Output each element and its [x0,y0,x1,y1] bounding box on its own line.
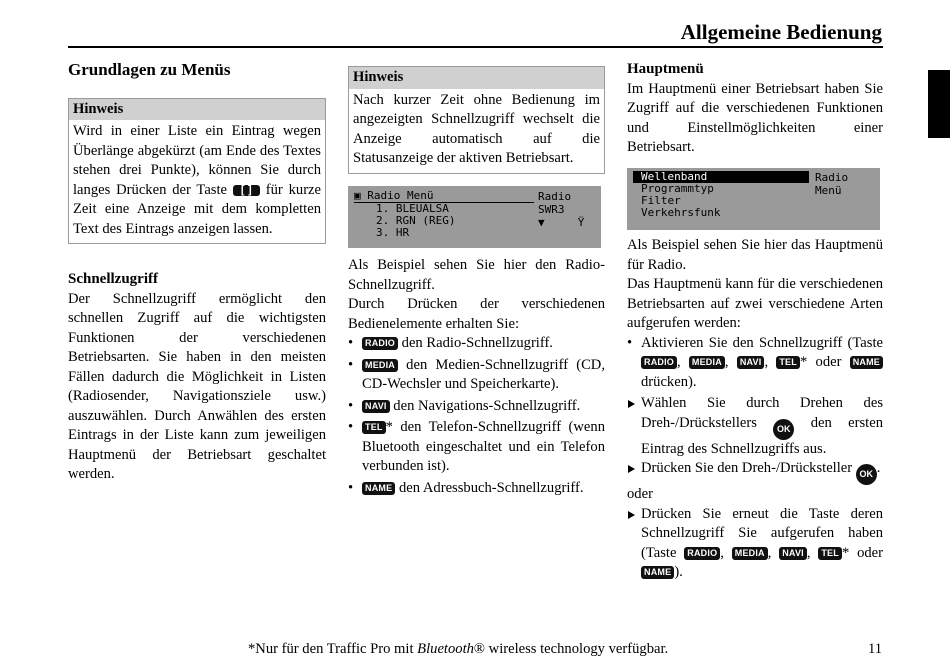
radio-key-icon: RADIO [362,337,398,350]
screen-row: Filter [641,194,681,207]
example-text: Als Beispiel sehen Sie hier das Hauptmenü für Radio. [627,237,883,273]
radio-key-icon: RADIO [641,356,677,369]
name-key-icon: NAME [850,356,883,369]
screen-row: Programmtyp [641,182,714,195]
instruction-step: Drücken Sie den Dreh-/Drücksteller OK . [627,459,883,485]
column-3 [627,60,883,158]
list-item: • RADIO den Radio-Schnellzugriff. [348,334,605,354]
main-menu-ways-text: Das Hauptmenü kann für die verschiedenen Betriebsarten auf zwei verschiedene Arten aufgerufen werden: [627,276,883,331]
navi-key-icon: NAVI [362,400,390,413]
radio-quick-access-screen [348,186,601,248]
note-box-2 [348,66,605,174]
media-key-icon: MEDIA [689,356,725,369]
info-key-icon: [ ] [233,185,260,196]
note-title: Hinweis [69,99,325,121]
tel-key-icon: TEL [776,356,800,369]
screen-row: 3. HR [376,226,410,239]
screen-side-label: Radio [538,190,572,203]
list-item: • TEL * den Telefon-Schnellzugriff (wenn Bluetooth eingeschaltet und ein Telefon verbunden ist). [348,418,605,477]
note-text-a: Wird in einer Liste ein Eintrag wegen Überlänge abgekürzt (am Ende des Textes stehen drei Punkte), können Sie durch langes Drücken der Taste [73,123,321,198]
screen-title: ▣ Radio Menü [354,190,534,203]
note-title: Hinweis [349,67,604,89]
footnote-prefix: *Nur für den Traffic Pro mit [248,641,418,657]
section-heading-menus: Grundlagen zu Menüs [68,60,231,79]
main-menu-screen [627,168,880,230]
navi-key-icon: NAVI [737,356,765,369]
or-text: oder [627,486,653,502]
chapter-tab-marker [928,70,950,138]
screen-row: 1. BLEUALSA [376,202,449,215]
quick-access-text: Der Schnellzugriff ermöglicht den schnellen Zugriff auf die wichtigsten Funktionen der verschiedenen Betriebsarten. Sie haben in den meisten Fällen dadurch die Möglichkeit in Listen (Radiosender, Navigationsziele usw.) auszuwählen. Durch Anwählen des ersten Eintrags in der Liste kann zum jeweiligen Hauptmenü der Betriebsart geschaltet werden. [68,290,326,482]
intro-text-2: Durch Drücken der verschiedenen Bedienelemente erhalten Sie: [348,296,605,332]
screen-row: Verkehrsfunk [641,206,721,219]
list-item: • NAVI den Navigations-Schnellzugriff. [348,397,605,417]
screen-side-label: Radio [815,171,849,184]
instruction-step: Drücken Sie erneut die Taste deren Schnellzugriff Sie aufgerufen haben (Taste RADIO , MEDIA , NAVI , TEL * oder NAME ). [627,505,883,583]
column-2-text [348,256,605,500]
column-1 [68,60,326,485]
antenna-icon: ▼ Ÿ [538,216,585,229]
screen-side-label: Menü [815,184,842,197]
column-2 [348,66,605,174]
radio-key-icon: RADIO [684,547,720,560]
tel-key-icon: TEL [362,421,386,434]
main-menu-ways-list [627,334,883,393]
section-heading-main-menu: Hauptmenü [627,61,704,77]
media-key-icon: MEDIA [362,359,398,372]
list-item: • NAME den Adressbuch-Schnellzugriff. [348,479,605,499]
screen-side-label: SWR3 [538,203,565,216]
instruction-step: Wählen Sie durch Drehen des Dreh-/Drückstellers OK den ersten Eintrag des Schnellzugriffs aus. [627,394,883,459]
note-body: Nach kurzer Zeit ohne Bedienung im angezeigten Schnellzugriff wechselt die Anzeige automatisch auf die Statusanzeige der aktiven Betriebsart. [353,91,600,166]
name-key-icon: NAME [641,566,674,579]
list-item: • Aktivieren Sie den Schnellzugriff (Taste RADIO , MEDIA , NAVI , TEL * oder NAME drücken). [627,334,883,393]
intro-text: Als Beispiel sehen Sie hier den Radio-Schnellzugriff. [348,257,605,293]
footnote-suffix: ® wireless technology verfügbar. [473,641,669,657]
name-key-icon: NAME [362,482,395,495]
ok-knob-icon: OK [773,419,794,440]
footnote-bluetooth: Bluetooth [417,641,474,657]
navi-key-icon: NAVI [779,547,807,560]
radio-icon: ▣ [354,189,361,202]
footnote [248,641,668,658]
tel-key-icon: TEL [818,547,842,560]
note-box-1 [68,98,326,245]
media-key-icon: MEDIA [732,547,768,560]
page-number: 11 [867,641,882,657]
main-menu-text: Im Hauptmenü einer Betriebsart haben Sie Zugriff auf die verschiedenen Funktionen und Einstellmöglichkeiten einer Betriebsart. [627,80,883,155]
button-list [348,334,605,498]
column-3-text [627,236,883,583]
note-text-b: für kurze Zeit eine Anzeige mit dem kompletten Text des Eintrags anzeigen lassen. [73,181,322,237]
section-heading-quick: Schnellzugriff [68,271,158,287]
note-body [69,120,325,243]
list-item: • MEDIA den Medien-Schnellzugriff (CD, CD-Wechsler und Speicherkarte). [348,356,605,395]
ok-knob-icon: OK [856,464,877,485]
screen-row-selected: Wellenband [633,171,809,183]
screen-row: 2. RGN (REG) [376,214,456,227]
page-header-title: Allgemeine Bedienung [680,20,882,44]
header-rule [68,46,883,48]
